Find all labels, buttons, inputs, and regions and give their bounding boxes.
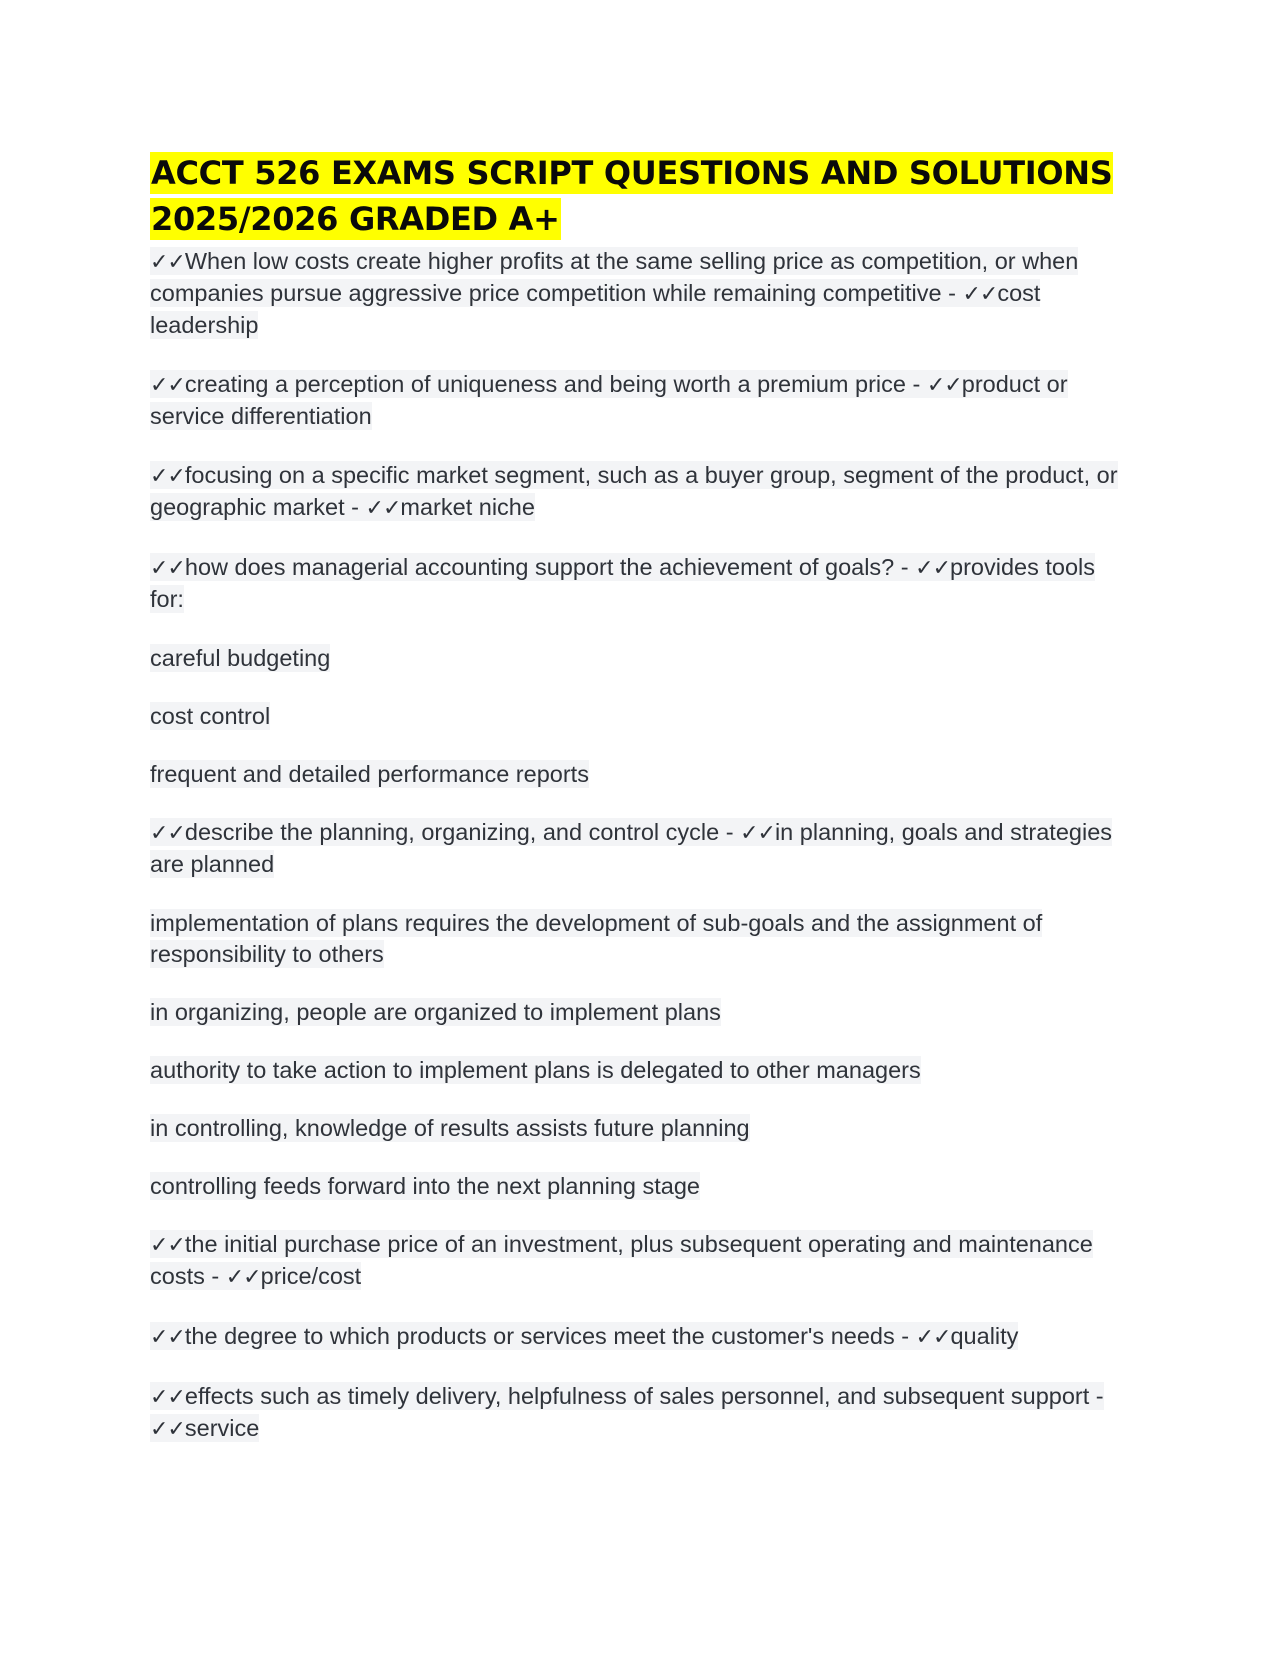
qa-item <box>150 1381 1130 1445</box>
qa-item <box>150 1229 1130 1293</box>
answer-line <box>150 997 1130 1028</box>
answer-text: provides tools for: <box>150 554 1096 612</box>
line-text: in controlling, knowledge of results assists future planning <box>150 1115 750 1141</box>
answer-text: price/cost <box>260 1263 362 1289</box>
double-check-icon: ✓✓ <box>365 496 401 521</box>
answer-line <box>150 701 1130 732</box>
double-check-icon: ✓✓ <box>150 1233 185 1258</box>
question-text: When low costs create higher profits at the same selling price as competition, or when companies pursue aggressive price competition while remaining competitive - <box>150 248 1079 306</box>
paragraph-highlight <box>150 247 1078 339</box>
paragraph-highlight <box>150 1056 921 1084</box>
qa-item <box>150 460 1130 524</box>
answer-text: cost leadership <box>150 280 1041 338</box>
answer-line <box>150 1171 1130 1202</box>
answer-line <box>150 908 1130 970</box>
document-page <box>150 150 1130 1473</box>
answer-text: service <box>184 1415 260 1441</box>
question-text: effects such as timely delivery, helpfulness of sales personnel, and subsequent support - <box>184 1383 1104 1409</box>
line-text: careful budgeting <box>150 645 331 671</box>
qa-item <box>150 369 1130 432</box>
paragraph-highlight <box>150 1230 1093 1290</box>
double-check-icon: ✓✓ <box>915 556 951 581</box>
question-text: focusing on a specific market segment, such as a buyer group, segment of the product, or geographic market - <box>150 462 1118 520</box>
double-check-icon: ✓✓ <box>740 821 775 846</box>
line-text: in organizing, people are organized to implement plans <box>150 999 721 1025</box>
double-check-icon: ✓✓ <box>926 373 962 398</box>
title-highlight: ACCT 526 EXAMS SCRIPT QUESTIONS AND SOLUTIONS 2025/2026 GRADED A+ <box>151 154 1113 238</box>
paragraph-highlight <box>150 461 1118 521</box>
question-text: the degree to which products or services meet the customer's needs - <box>184 1323 910 1349</box>
line-text: authority to take action to implement plans is delegated to other managers <box>150 1057 921 1083</box>
paragraph-highlight <box>150 702 270 730</box>
answer-line <box>150 1055 1130 1086</box>
paragraph-highlight <box>150 760 589 788</box>
paragraph-highlight <box>150 553 1095 613</box>
double-check-icon: ✓✓ <box>150 1385 185 1410</box>
question-text: how does managerial accounting support the achievement of goals? - <box>184 554 909 580</box>
answer-text: market niche <box>400 494 535 520</box>
qa-item <box>150 1321 1130 1353</box>
double-check-icon: ✓✓ <box>150 821 185 846</box>
answer-text: in planning, goals and strategies are planned <box>150 819 1113 877</box>
answer-text: quality <box>950 1323 1019 1349</box>
answer-text: product or service differentiation <box>150 371 1068 429</box>
line-text: cost control <box>150 703 271 729</box>
paragraph-highlight <box>150 1322 1018 1350</box>
paragraph-highlight <box>150 1172 700 1200</box>
line-text: implementation of plans requires the development of sub-goals and the assignment of responsibility to others <box>150 910 1043 967</box>
double-check-icon: ✓✓ <box>962 282 998 307</box>
double-check-icon: ✓✓ <box>150 556 185 581</box>
double-check-icon: ✓✓ <box>225 1265 261 1290</box>
question-text: the initial purchase price of an investment, plus subsequent operating and maintenance costs - <box>150 1231 1093 1289</box>
qa-item <box>150 246 1130 341</box>
double-check-icon: ✓✓ <box>150 464 185 489</box>
paragraph-highlight <box>150 644 330 672</box>
double-check-icon: ✓✓ <box>150 373 185 398</box>
paragraph-highlight <box>150 1382 1104 1442</box>
paragraph-highlight <box>150 818 1112 878</box>
paragraph-highlight <box>150 998 721 1026</box>
question-text: describe the planning, organizing, and control cycle - <box>184 819 734 845</box>
double-check-icon: ✓✓ <box>915 1325 951 1350</box>
answer-line <box>150 759 1130 790</box>
answer-line <box>150 643 1130 674</box>
line-text: controlling feeds forward into the next planning stage <box>150 1173 700 1199</box>
document-body <box>150 246 1130 1445</box>
paragraph-highlight <box>150 370 1068 430</box>
qa-item <box>150 552 1130 615</box>
answer-line <box>150 1113 1130 1144</box>
double-check-icon: ✓✓ <box>150 1417 185 1442</box>
double-check-icon: ✓✓ <box>150 250 185 275</box>
double-check-icon: ✓✓ <box>150 1325 185 1350</box>
paragraph-highlight <box>150 1114 750 1142</box>
paragraph-highlight <box>150 909 1042 968</box>
question-text: creating a perception of uniqueness and being worth a premium price - <box>184 371 921 397</box>
line-text: frequent and detailed performance reports <box>150 761 589 787</box>
qa-item <box>150 817 1130 880</box>
document-title <box>150 150 1130 242</box>
